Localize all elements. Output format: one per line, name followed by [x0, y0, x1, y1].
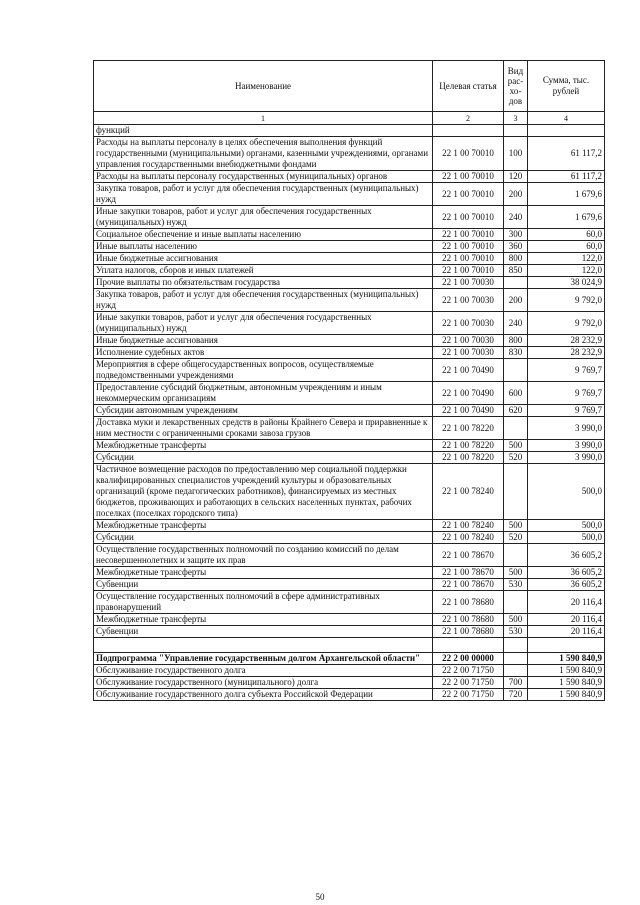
cell-kind: 500	[504, 567, 528, 579]
cell-sum: 122,0	[528, 265, 605, 277]
cell-name: Иные закупки товаров, работ и услуг для обеспечения государственных (муниципальных) нужд	[94, 206, 433, 229]
cell-sum: 61 117,2	[528, 137, 605, 171]
table-row	[94, 591, 605, 614]
table-row	[94, 464, 605, 520]
cell-kind: 720	[504, 689, 528, 701]
cell-kind	[504, 665, 528, 677]
cell-name: Подпрограмма "Управление государственным долгом Архангельской области"	[94, 653, 433, 665]
cell-code: 22 1 00 70010	[433, 206, 504, 229]
table-row	[94, 440, 605, 452]
cell-code: 22 1 00 78220	[433, 452, 504, 464]
cell-name: Прочие выплаты по обязательствам государства	[94, 277, 433, 289]
cell-kind: 700	[504, 677, 528, 689]
cell-sum: 28 232,9	[528, 335, 605, 347]
cell-sum: 20 116,4	[528, 614, 605, 626]
cell-kind	[504, 638, 528, 653]
cell-sum: 9 769,7	[528, 359, 605, 382]
cell-kind: 520	[504, 532, 528, 544]
cell-kind	[504, 417, 528, 440]
column-number: 1	[94, 112, 433, 125]
cell-sum: 500,0	[528, 532, 605, 544]
cell-kind: 850	[504, 265, 528, 277]
cell-name: Субвенции	[94, 626, 433, 638]
cell-name: Закупка товаров, работ и услуг для обеспечения государственных (муниципальных) нужд	[94, 183, 433, 206]
cell-kind: 800	[504, 335, 528, 347]
cell-sum: 9 769,7	[528, 382, 605, 405]
table-row	[94, 567, 605, 579]
cell-kind: 530	[504, 579, 528, 591]
cell-sum: 9 792,0	[528, 289, 605, 312]
header-code: Целевая статья	[433, 61, 504, 112]
cell-sum: 36 605,2	[528, 567, 605, 579]
table-row	[94, 335, 605, 347]
table-row	[94, 689, 605, 701]
table-row	[94, 229, 605, 241]
cell-code: 22 1 00 78220	[433, 440, 504, 452]
table-row	[94, 206, 605, 229]
cell-sum: 1 590 840,9	[528, 653, 605, 665]
budget-table-container	[93, 60, 604, 701]
cell-code: 22 1 00 78680	[433, 591, 504, 614]
cell-code: 22 1 00 78680	[433, 626, 504, 638]
cell-name: Обслуживание государственного (муниципального) долга	[94, 677, 433, 689]
column-number: 2	[433, 112, 504, 125]
header-name: Наименование	[94, 61, 433, 112]
cell-kind	[504, 653, 528, 665]
table-row	[94, 183, 605, 206]
cell-sum: 1 679,6	[528, 206, 605, 229]
column-number-row	[94, 112, 605, 125]
cell-code: 22 1 00 78240	[433, 532, 504, 544]
cell-name: Обслуживание государственного долга	[94, 665, 433, 677]
cell-sum: 500,0	[528, 464, 605, 520]
cell-code: 22 1 00 78680	[433, 614, 504, 626]
cell-kind: 240	[504, 312, 528, 335]
table-row	[94, 137, 605, 171]
cell-name: Расходы на выплаты персоналу государственных (муниципальных) органов	[94, 171, 433, 183]
cell-sum: 60,0	[528, 229, 605, 241]
header-kind: Вид рас- хо- дов	[504, 61, 528, 112]
table-body	[94, 125, 605, 701]
cell-kind	[504, 277, 528, 289]
table-row	[94, 405, 605, 417]
cell-kind: 520	[504, 452, 528, 464]
cell-code: 22 2 00 71750	[433, 677, 504, 689]
cell-kind: 830	[504, 347, 528, 359]
table-row	[94, 289, 605, 312]
cell-name: Осуществление государственных полномочий в сфере административных правонарушений	[94, 591, 433, 614]
cell-code	[433, 125, 504, 137]
table-row	[94, 359, 605, 382]
cell-kind: 360	[504, 241, 528, 253]
cell-sum: 3 990,0	[528, 440, 605, 452]
cell-kind: 530	[504, 626, 528, 638]
cell-code: 22 1 00 70010	[433, 171, 504, 183]
table-row	[94, 614, 605, 626]
cell-name: Социальное обеспечение и иные выплаты населению	[94, 229, 433, 241]
cell-name: Расходы на выплаты персоналу в целях обеспечения выполнения функций государственными (муниципальными) органами, казенными учреждениями, органами управления государственными внебюджетными фондами	[94, 137, 433, 171]
cell-code: 22 1 00 70030	[433, 289, 504, 312]
page-number: 50	[315, 892, 325, 902]
table-row	[94, 347, 605, 359]
cell-sum: 1 679,6	[528, 183, 605, 206]
cell-kind	[504, 544, 528, 567]
cell-name: Межбюджетные трансферты	[94, 614, 433, 626]
cell-kind	[504, 464, 528, 520]
table-row	[94, 532, 605, 544]
cell-code: 22 1 00 70010	[433, 137, 504, 171]
table-row	[94, 452, 605, 464]
cell-code: 22 2 00 00000	[433, 653, 504, 665]
cell-sum: 28 232,9	[528, 347, 605, 359]
cell-code: 22 1 00 70010	[433, 253, 504, 265]
table-row	[94, 125, 605, 137]
table-row	[94, 253, 605, 265]
table-row	[94, 277, 605, 289]
cell-code: 22 1 00 70030	[433, 335, 504, 347]
cell-sum: 1 590 840,9	[528, 677, 605, 689]
column-number: 4	[528, 112, 605, 125]
cell-sum: 1 590 840,9	[528, 689, 605, 701]
table-row	[94, 382, 605, 405]
table-row	[94, 312, 605, 335]
cell-kind	[504, 359, 528, 382]
cell-kind: 500	[504, 614, 528, 626]
cell-kind: 800	[504, 253, 528, 265]
cell-name: Субсидии	[94, 532, 433, 544]
cell-code: 22 1 00 78220	[433, 417, 504, 440]
cell-kind: 200	[504, 289, 528, 312]
cell-code: 22 1 00 70010	[433, 265, 504, 277]
cell-code: 22 2 00 71750	[433, 689, 504, 701]
header-sum: Сумма, тыс. рублей	[528, 61, 605, 112]
cell-name: Иные выплаты населению	[94, 241, 433, 253]
table-row	[94, 653, 605, 665]
cell-code: 22 1 00 70010	[433, 183, 504, 206]
cell-name: Иные закупки товаров, работ и услуг для обеспечения государственных (муниципальных) нужд	[94, 312, 433, 335]
cell-name: Иные бюджетные ассигнования	[94, 335, 433, 347]
table-row	[94, 171, 605, 183]
cell-name: Обслуживание государственного долга субъекта Российской Федерации	[94, 689, 433, 701]
cell-name: Предоставление субсидий бюджетным, автономным учреждениям и иным некоммерческим организациям	[94, 382, 433, 405]
table-row	[94, 638, 605, 653]
cell-sum	[528, 638, 605, 653]
cell-code: 22 1 00 70030	[433, 347, 504, 359]
cell-sum: 3 990,0	[528, 452, 605, 464]
table-row	[94, 579, 605, 591]
header-row	[94, 61, 605, 112]
cell-sum: 36 605,2	[528, 544, 605, 567]
cell-name: Субсидии автономным учреждениям	[94, 405, 433, 417]
table-row	[94, 241, 605, 253]
cell-kind	[504, 591, 528, 614]
cell-code: 22 1 00 78670	[433, 579, 504, 591]
cell-code: 22 1 00 78670	[433, 544, 504, 567]
cell-sum: 3 990,0	[528, 417, 605, 440]
table-row	[94, 665, 605, 677]
cell-sum	[528, 125, 605, 137]
cell-name: Мероприятия в сфере общегосударственных вопросов, осуществляемые подведомственными учреждениями	[94, 359, 433, 382]
cell-name: Иные бюджетные ассигнования	[94, 253, 433, 265]
cell-kind: 600	[504, 382, 528, 405]
table-row	[94, 677, 605, 689]
cell-name: Межбюджетные трансферты	[94, 440, 433, 452]
cell-sum: 60,0	[528, 241, 605, 253]
column-number: 3	[504, 112, 528, 125]
cell-code: 22 1 00 70490	[433, 359, 504, 382]
cell-code: 22 1 00 70030	[433, 277, 504, 289]
cell-sum: 500,0	[528, 520, 605, 532]
cell-kind: 620	[504, 405, 528, 417]
cell-name: Межбюджетные трансферты	[94, 520, 433, 532]
cell-code: 22 1 00 70490	[433, 382, 504, 405]
cell-sum: 20 116,4	[528, 591, 605, 614]
cell-code: 22 2 00 71750	[433, 665, 504, 677]
budget-table	[93, 60, 605, 701]
cell-name: функций	[94, 125, 433, 137]
cell-name: Закупка товаров, работ и услуг для обеспечения государственных (муниципальных) нужд	[94, 289, 433, 312]
cell-sum: 1 590 840,9	[528, 665, 605, 677]
cell-sum: 38 024,9	[528, 277, 605, 289]
cell-kind	[504, 125, 528, 137]
table-row	[94, 544, 605, 567]
cell-sum: 20 116,4	[528, 626, 605, 638]
table-row	[94, 626, 605, 638]
cell-sum: 9 769,7	[528, 405, 605, 417]
table-row	[94, 520, 605, 532]
cell-name: Уплата налогов, сборов и иных платежей	[94, 265, 433, 277]
cell-kind: 300	[504, 229, 528, 241]
cell-kind: 500	[504, 520, 528, 532]
cell-sum: 9 792,0	[528, 312, 605, 335]
cell-kind: 120	[504, 171, 528, 183]
cell-kind: 200	[504, 183, 528, 206]
cell-name	[94, 638, 433, 653]
cell-name: Осуществление государственных полномочий по созданию комиссий по делам несовершеннолетних и защите их прав	[94, 544, 433, 567]
cell-name: Межбюджетные трансферты	[94, 567, 433, 579]
cell-sum: 61 117,2	[528, 171, 605, 183]
cell-name: Субвенции	[94, 579, 433, 591]
cell-code: 22 1 00 78240	[433, 464, 504, 520]
table-row	[94, 265, 605, 277]
cell-name: Субсидии	[94, 452, 433, 464]
cell-code: 22 1 00 78670	[433, 567, 504, 579]
cell-name: Частичное возмещение расходов по предоставлению мер социальной поддержки квалифицированных специалистов учреждений культуры и образовательных организаций (кроме педагогических работников), финансируемых из местных бюджетов, проживающих и работающих в сельских населенных пунктах, рабочих поселках (поселках городского типа)	[94, 464, 433, 520]
cell-name: Доставка муки и лекарственных средств в районы Крайнего Севера и приравненные к ним местности с ограниченными сроками завоза грузов	[94, 417, 433, 440]
cell-kind: 240	[504, 206, 528, 229]
table-row	[94, 417, 605, 440]
cell-kind: 100	[504, 137, 528, 171]
cell-code: 22 1 00 70010	[433, 229, 504, 241]
cell-code: 22 1 00 70490	[433, 405, 504, 417]
cell-code	[433, 638, 504, 653]
cell-kind: 500	[504, 440, 528, 452]
cell-code: 22 1 00 78240	[433, 520, 504, 532]
cell-sum: 36 605,2	[528, 579, 605, 591]
cell-sum: 122,0	[528, 253, 605, 265]
cell-code: 22 1 00 70010	[433, 241, 504, 253]
cell-name: Исполнение судебных актов	[94, 347, 433, 359]
cell-code: 22 1 00 70030	[433, 312, 504, 335]
